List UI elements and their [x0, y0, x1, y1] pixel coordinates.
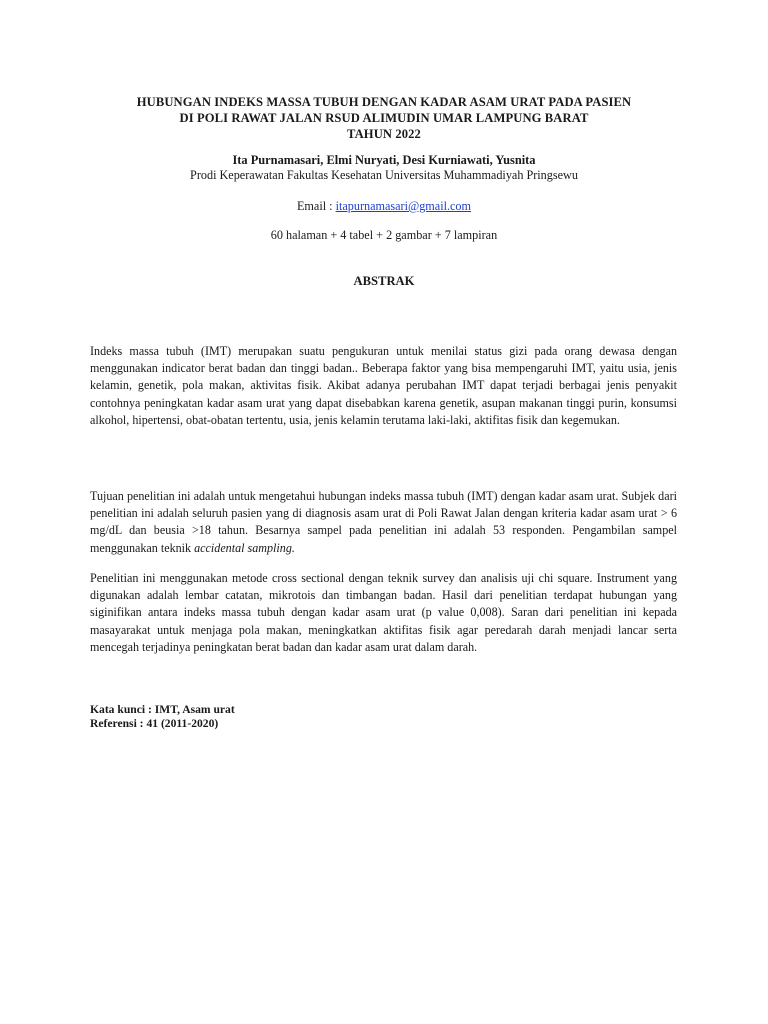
email-line	[0, 198, 768, 214]
paragraph-2-italic: accidental sampling.	[194, 540, 295, 555]
title-line-2: DI POLI RAWAT JALAN RSUD ALIMUDIN UMAR LAMPUNG BARAT	[179, 111, 589, 125]
abstract-heading: ABSTRAK	[353, 274, 415, 288]
abstract-paragraph-3: Penelitian ini menggunakan metode cross sectional dengan teknik survey dan analisis uji chi square. Instrument yang digunakan adalah lembar catatan, mikrotois dan timbangan badan. Hasil dari penelitian terdapat hubungan yang siginifikan antara indeks massa tubuh dengan kadar asam urat (p value 0,008). Saran dari penelitian ini kepada masayarakat untuk menjaga pola makan, meningkatkan aktifitas fisik agar peredarah darah menjadi lancar serta mencegah terjadinya peningkatan berat badan dan kadar asam urat dalam darah.	[90, 571, 677, 654]
keywords: Kata kunci : IMT, Asam urat	[90, 703, 235, 716]
paragraph-2-text: Tujuan penelitian ini adalah untuk mengetahui hubungan indeks massa tubuh (IMT) dengan kadar asam urat. Subjek dari penelitian ini adalah seluruh pasien yang di diagnosis asam urat di Poli Rawat Jalan dengan kriteria kadar asam urat > 6 mg/dL dan beusia >18 tahun. Besarnya sampel pada penelitian ini adalah 53 responden. Pengambilan sampel menggunakan teknik	[90, 489, 677, 555]
abstract-paragraph-1: Indeks massa tubuh (IMT) merupakan suatu pengukuran untuk menilai status gizi pada orang dewasa dengan menggunakan indicator berat badan dan tinggi badan.. Beberapa faktor yang bisa mempengaruhi IMT, yaitu usia, jenis kelamin, genetik, pola makan, aktivitas fisik. Akibat adanya perubahan IMT dapat terjadi berbagai jenis penyakit contohnya peningkatan kadar asam urat yang dapat disebabkan karena genetik, asupan makanan tinggi purin, konsumsi alkohol, hipertensi, obat-obatan tertentu, usia, jenis kelamin terutama laki-laki, aktifitas fisik dan kegemukan.	[90, 344, 677, 427]
affiliation: Prodi Keperawatan Fakultas Kesehatan Universitas Muhammadiyah Pringsewu	[190, 168, 578, 182]
title-line-3: TAHUN 2022	[347, 127, 421, 141]
document-title	[0, 94, 768, 142]
keywords-block	[90, 703, 235, 731]
references: Referensi : 41 (2011-2020)	[90, 717, 219, 730]
email-label: Email :	[296, 199, 336, 213]
page-count-info: 60 halaman + 4 tabel + 2 gambar + 7 lampiran	[270, 228, 498, 242]
title-line-1: HUBUNGAN INDEKS MASSA TUBUH DENGAN KADAR ASAM URAT PADA PASIEN	[136, 95, 632, 109]
authors: Ita Purnamasari, Elmi Nuryati, Desi Kurniawati, Yusnita	[232, 153, 536, 167]
email-link[interactable]: itapurnamasari@gmail.com	[335, 199, 472, 213]
abstract-paragraph-2	[90, 488, 677, 557]
